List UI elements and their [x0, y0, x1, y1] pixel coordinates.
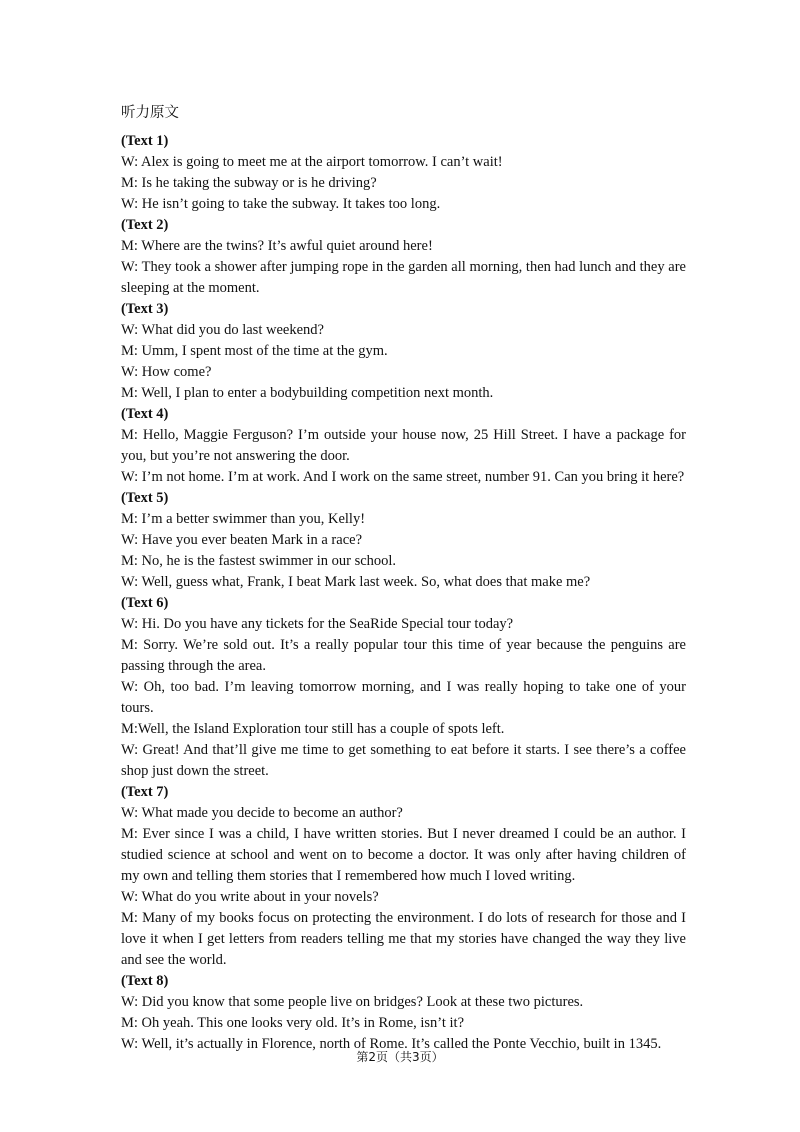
page-number-footer: 第2页（共3页）	[356, 1050, 444, 1064]
dialogue-line: M: No, he is the fastest swimmer in our school.	[121, 553, 397, 569]
page-title: 听力原文	[121, 105, 179, 121]
dialogue-line: W: What did you do last weekend?	[121, 322, 324, 338]
dialogue-line: W: Did you know that some people live on bridges? Look at these two pictures.	[121, 994, 584, 1010]
dialogue-line: W: Great! And that’ll give me time to get something to eat before it starts. I see there’s a coffee shop just down the street.	[121, 742, 686, 779]
dialogue-line: M: I’m a better swimmer than you, Kelly!	[121, 511, 366, 527]
dialogue-line: W: I’m not home. I’m at work. And I work on the same street, number 91. Can you bring it here?	[121, 469, 685, 485]
dialogue-line: M: Umm, I spent most of the time at the gym.	[121, 343, 388, 359]
dialogue-line: W: Oh, too bad. I’m leaving tomorrow morning, and I was really hoping to take one of your tours.	[121, 679, 686, 716]
section-heading: (Text 6)	[121, 595, 169, 611]
section-text-2	[121, 215, 686, 299]
section-text-3	[121, 299, 686, 404]
dialogue-line: M:Well, the Island Exploration tour still has a couple of spots left.	[121, 721, 505, 737]
dialogue-line: M: Hello, Maggie Ferguson? I’m outside your house now, 25 Hill Street. I have a package for you, but you’re not answering the door.	[121, 427, 686, 464]
section-text-6	[121, 593, 686, 782]
dialogue-line: W: He isn’t going to take the subway. It takes too long.	[121, 196, 441, 212]
dialogue-line: M: Ever since I was a child, I have written stories. But I never dreamed I could be an author. I studied science at school and went on to become a doctor. It was only after having children of my own and telling them stories that I remembered how much I loved writing.	[121, 826, 686, 884]
section-heading: (Text 5)	[121, 490, 169, 506]
section-heading: (Text 1)	[121, 133, 169, 149]
section-text-5	[121, 488, 686, 593]
transcript-content	[121, 103, 686, 1055]
section-text-7	[121, 782, 686, 971]
dialogue-line: W: Hi. Do you have any tickets for the SeaRide Special tour today?	[121, 616, 514, 632]
section-heading: (Text 8)	[121, 973, 169, 989]
dialogue-line: M: Where are the twins? It’s awful quiet around here!	[121, 238, 433, 254]
dialogue-line: W: How come?	[121, 364, 212, 380]
section-heading: (Text 4)	[121, 406, 169, 422]
section-heading: (Text 7)	[121, 784, 169, 800]
dialogue-line: M: Oh yeah. This one looks very old. It’s in Rome, isn’t it?	[121, 1015, 465, 1031]
section-text-8	[121, 971, 686, 1055]
dialogue-line: M: Is he taking the subway or is he driving?	[121, 175, 377, 191]
dialogue-line: W: What made you decide to become an author?	[121, 805, 403, 821]
dialogue-line: W: Have you ever beaten Mark in a race?	[121, 532, 362, 548]
section-text-1	[121, 131, 686, 215]
dialogue-line: W: What do you write about in your novels?	[121, 889, 379, 905]
dialogue-line: W: Well, guess what, Frank, I beat Mark last week. So, what does that make me?	[121, 574, 591, 590]
section-heading: (Text 3)	[121, 301, 169, 317]
section-text-4	[121, 404, 686, 488]
section-heading: (Text 2)	[121, 217, 169, 233]
dialogue-line: W: Alex is going to meet me at the airport tomorrow. I can’t wait!	[121, 154, 503, 170]
dialogue-line: M: Well, I plan to enter a bodybuilding competition next month.	[121, 385, 494, 401]
dialogue-line: M: Many of my books focus on protecting the environment. I do lots of research for those and I love it when I get letters from readers telling me that my stories have changed the way they live and see the world.	[121, 910, 686, 968]
dialogue-line: M: Sorry. We’re sold out. It’s a really popular tour this time of year because the penguins are passing through the area.	[121, 637, 686, 674]
dialogue-line: W: They took a shower after jumping rope in the garden all morning, then had lunch and they are sleeping at the moment.	[121, 259, 686, 296]
dialogue-line: W: Well, it’s actually in Florence, north of Rome. It’s called the Ponte Vecchio, built in 1345.	[121, 1036, 662, 1052]
